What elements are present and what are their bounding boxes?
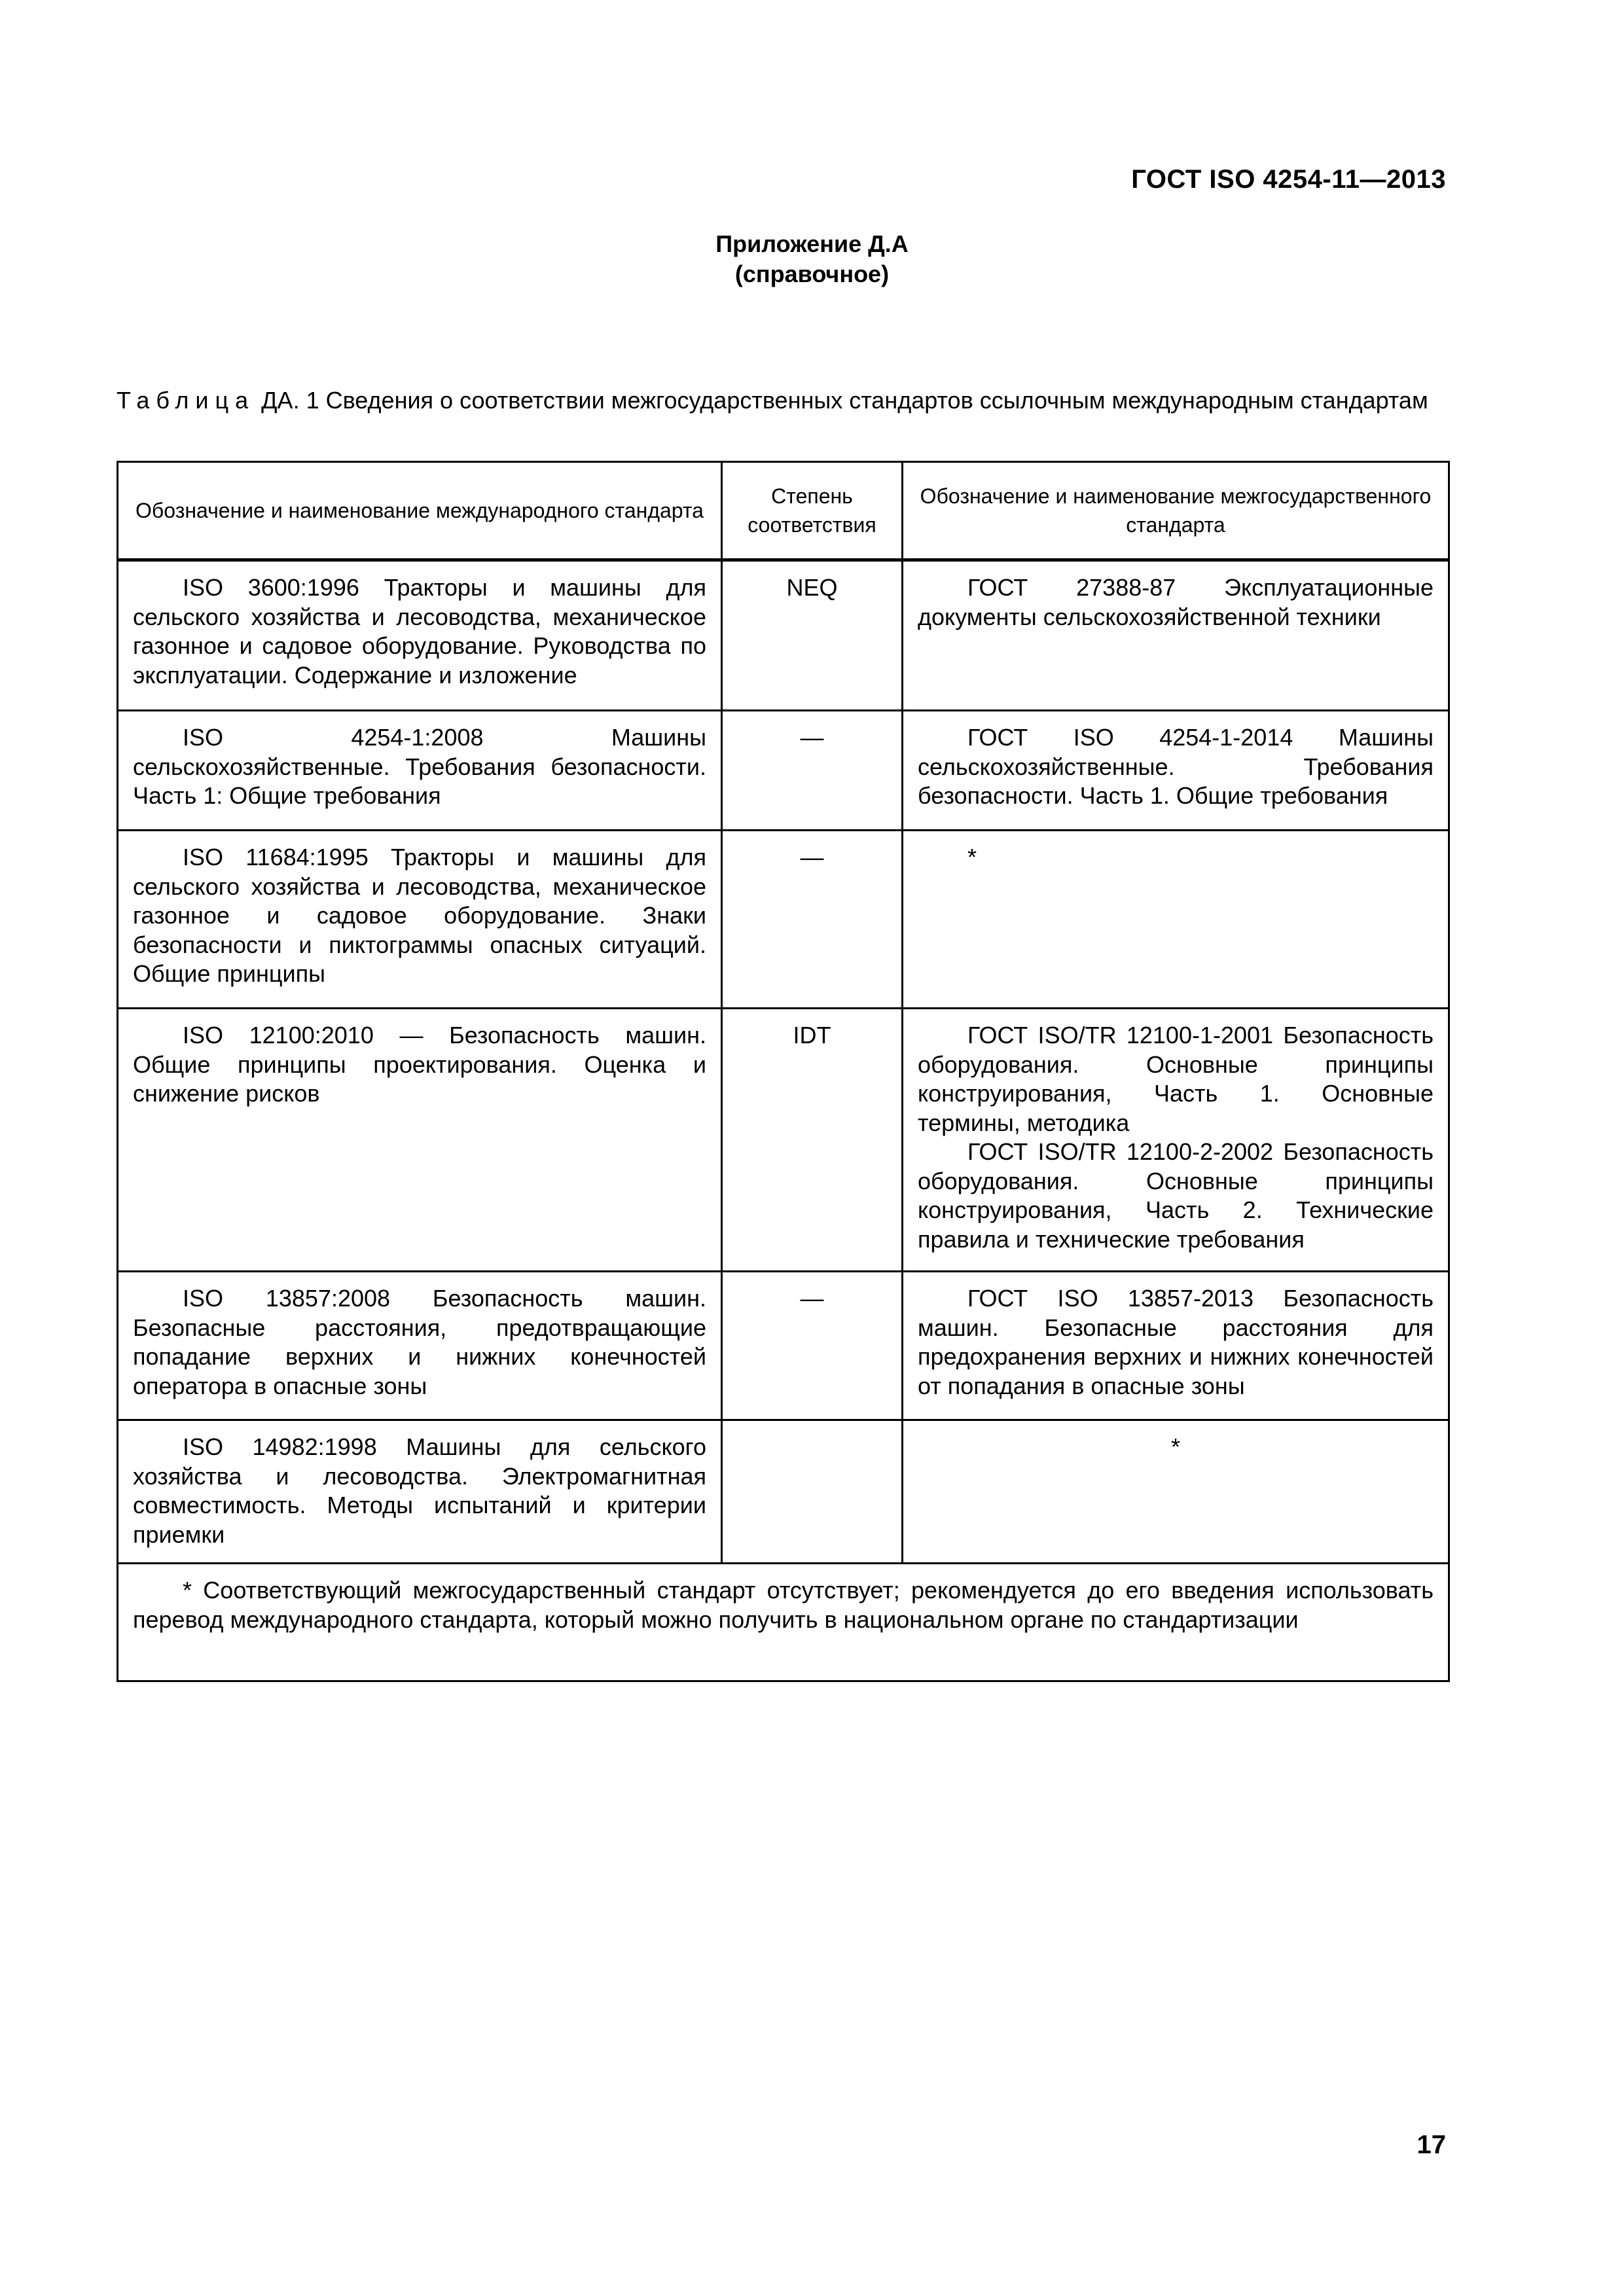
table-row xyxy=(118,1009,1449,1272)
table-caption xyxy=(117,385,1447,416)
no-interstate-standard-mark: * xyxy=(967,844,977,870)
international-standard-text: ISO 14982:1998 Машины для сельского хозяйства и лесоводства. Электромагнитная совместимость. Методы испытаний и критерии приемки xyxy=(133,1433,706,1548)
table-caption-text: ДА. 1 Сведения о соответствии межгосударственных стандартов ссылочным международным стандартам xyxy=(261,387,1428,414)
table-row xyxy=(118,1272,1449,1420)
international-standard-cell xyxy=(118,1420,722,1564)
international-standard-text: ISO 13857:2008 Безопасность машин. Безопасные расстояния, предотвращающие попадание верхних и нижних конечностей оператора в опасные зоны xyxy=(133,1285,706,1399)
no-interstate-standard-mark: * xyxy=(1170,1433,1180,1460)
international-standard-cell xyxy=(118,711,722,831)
degree-cell xyxy=(722,1420,903,1564)
interstate-standard-cell xyxy=(903,1420,1449,1564)
interstate-standard-cell xyxy=(903,831,1449,1009)
interstate-standard-text: ГОСТ ISO 4254-1-2014 Машины сельскохозяйственные. Требования безопасности. Часть 1. Общие требования xyxy=(918,724,1434,809)
international-standard-text: ISO 12100:2010 — Безопасность машин. Общие принципы проектирования. Оценка и снижение рисков xyxy=(133,1022,706,1107)
table-row xyxy=(118,711,1449,831)
table-row xyxy=(118,831,1449,1009)
interstate-standard-text: ГОСТ ISO/TR 12100-1-2001 Безопасность оборудования. Основные принципы конструирования, Часть 1. Основные термины, методика xyxy=(918,1022,1434,1136)
interstate-standard-cell xyxy=(903,711,1449,831)
interstate-standard-text: ГОСТ 27388-87 Эксплуатационные документы сельскохозяйственной техники xyxy=(918,574,1434,630)
degree-cell: IDT xyxy=(722,1009,903,1272)
international-standard-text: ISO 3600:1996 Тракторы и машины для сельского хозяйства и лесоводства, механическое газонное и садовое оборудование. Руководства по эксплуатации. Содержание и изложение xyxy=(133,574,706,689)
standards-correspondence-table xyxy=(117,461,1450,1682)
interstate-standard-cell xyxy=(903,560,1449,711)
international-standard-cell xyxy=(118,560,722,711)
document-id: ГОСТ ISO 4254-11—2013 xyxy=(1131,165,1446,194)
footnote-cell xyxy=(118,1564,1449,1681)
appendix-title: Приложение Д.А xyxy=(715,230,909,257)
degree-cell: — xyxy=(722,1272,903,1420)
page-number: 17 xyxy=(1416,2130,1446,2159)
table-caption-label: Таблица xyxy=(117,387,255,414)
header-international-standard: Обозначение и наименование международного стандарта xyxy=(118,462,722,560)
appendix-heading xyxy=(0,229,1624,289)
international-standard-cell xyxy=(118,1272,722,1420)
degree-cell: — xyxy=(722,711,903,831)
table-row xyxy=(118,1420,1449,1564)
interstate-standard-cell xyxy=(903,1272,1449,1420)
international-standard-text: ISO 11684:1995 Тракторы и машины для сельского хозяйства и лесоводства, механическое газонное и садовое оборудование. Знаки безопасности и пиктограммы опасных ситуаций. Общие принципы xyxy=(133,844,706,987)
footnote-row xyxy=(118,1564,1449,1681)
international-standard-text: ISO 4254-1:2008 Машины сельскохозяйственные. Требования безопасности. Часть 1: Общие требования xyxy=(133,724,706,809)
header-interstate-standard: Обозначение и наименование межгосударственного стандарта xyxy=(903,462,1449,560)
degree-cell: — xyxy=(722,831,903,1009)
international-standard-cell xyxy=(118,1009,722,1272)
table-row xyxy=(118,560,1449,711)
interstate-standard-cell xyxy=(903,1009,1449,1272)
international-standard-cell xyxy=(118,831,722,1009)
table-header-row xyxy=(118,462,1449,560)
table-footnote: * Соответствующий межгосударственный стандарт отсутствует; рекомендуется до его введения использовать перевод международного стандарта, который можно получить в национальном органе по стандартизации xyxy=(133,1577,1434,1633)
appendix-subtitle: (справочное) xyxy=(734,260,890,287)
header-degree-of-correspondence: Степень соответствия xyxy=(722,462,903,560)
interstate-standard-text: ГОСТ ISO/TR 12100-2-2002 Безопасность оборудования. Основные принципы конструирования, Часть 2. Технические правила и технические требования xyxy=(918,1138,1434,1253)
interstate-standard-text: ГОСТ ISO 13857-2013 Безопасность машин. Безопасные расстояния для предохранения верхних и нижних конечностей от попадания в опасные зоны xyxy=(918,1285,1434,1399)
degree-cell: NEQ xyxy=(722,560,903,711)
